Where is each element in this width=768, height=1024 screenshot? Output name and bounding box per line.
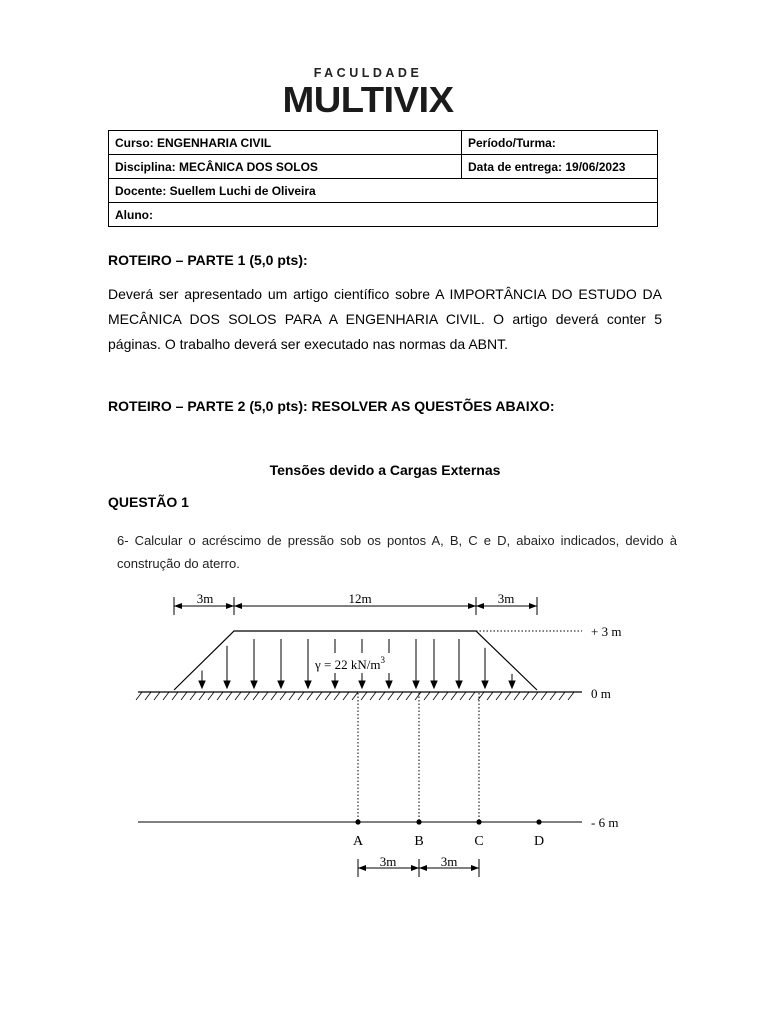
hatch-stroke: [298, 692, 304, 700]
hatch-stroke: [262, 692, 268, 700]
hatch-stroke: [370, 692, 376, 700]
hatch-stroke: [208, 692, 214, 700]
hatch-stroke: [172, 692, 178, 700]
section-title: Tensões devido a Cargas Externas: [269, 462, 501, 478]
dim-left-label: 3m: [196, 591, 214, 606]
load-arrow-head: [413, 681, 419, 688]
hatch-stroke: [154, 692, 160, 700]
hatch-stroke: [181, 692, 187, 700]
hatch-stroke: [532, 692, 538, 700]
hatch-stroke: [190, 692, 196, 700]
header-table: [108, 130, 658, 227]
hatch-stroke: [244, 692, 250, 700]
hatch-stroke: [550, 692, 556, 700]
hatch-stroke: [496, 692, 502, 700]
level-bottom-label: - 6 m: [591, 815, 619, 830]
load-arrow-head: [224, 681, 230, 688]
hatch-stroke: [361, 692, 367, 700]
hatch-stroke: [523, 692, 529, 700]
level-top-label: + 3 m: [591, 624, 622, 639]
spacing-ab-label: 3m: [379, 854, 397, 869]
hatch-stroke: [145, 692, 151, 700]
logo-top-text: FACULDADE: [313, 66, 423, 80]
load-arrow-head: [509, 681, 515, 688]
hatch-stroke: [568, 692, 574, 700]
questao-text: 6- Calcular o acréscimo de pressão sob os pontos A, B, C e D, abaixo indicados, devido à construção do aterro.: [117, 533, 677, 571]
projection-lines: [358, 693, 479, 821]
hatch-stroke: [424, 692, 430, 700]
logo-main-text: MULTIVIX: [282, 79, 454, 120]
data-entrega-cell: Data de entrega: 19/06/2023: [462, 155, 658, 179]
load-arrow-head: [359, 681, 365, 688]
faculdade-multivix-logo: [260, 66, 476, 120]
hatch-stroke: [469, 692, 475, 700]
load-arrow-head: [456, 681, 462, 688]
point-d-label: D: [533, 834, 545, 849]
questao-label: QUESTÃO 1: [108, 494, 189, 510]
embankment-figure: [130, 585, 650, 885]
ground-hatching: [136, 692, 574, 700]
hatch-stroke: [289, 692, 295, 700]
hatch-stroke: [505, 692, 511, 700]
curso-cell: Curso: ENGENHARIA CIVIL: [109, 131, 462, 155]
hatch-stroke: [271, 692, 277, 700]
load-arrow-head: [251, 681, 257, 688]
point-a-label: A: [352, 834, 364, 849]
hatch-stroke: [514, 692, 520, 700]
hatch-stroke: [226, 692, 232, 700]
docente-cell: Docente: Suellem Luchi de Oliveira: [109, 179, 658, 203]
load-arrow-head: [431, 681, 437, 688]
load-arrow-head: [386, 681, 392, 688]
hatch-stroke: [559, 692, 565, 700]
periodo-cell: Período/Turma:: [462, 131, 658, 155]
hatch-stroke: [388, 692, 394, 700]
hatch-stroke: [352, 692, 358, 700]
load-arrow-head: [482, 681, 488, 688]
hatch-stroke: [433, 692, 439, 700]
hatch-stroke: [487, 692, 493, 700]
hatch-stroke: [316, 692, 322, 700]
load-arrow-head: [332, 681, 338, 688]
disciplina-cell: Disciplina: MECÂNICA DOS SOLOS: [109, 155, 462, 179]
hatch-stroke: [307, 692, 313, 700]
load-arrow-head: [305, 681, 311, 688]
hatch-stroke: [460, 692, 466, 700]
point-c-label: C: [474, 834, 484, 849]
parte1-text: Deverá ser apresentado um artigo científico sobre A IMPORTÂNCIA DO ESTUDO DA MECÂNICA DOS SOLOS PARA A ENGENHARIA CIVIL. O artigo deverá conter 5 páginas. O trabalho deverá ser executado nas normas da ABNT.: [108, 286, 662, 352]
hatch-stroke: [334, 692, 340, 700]
hatch-stroke: [136, 692, 142, 700]
dim-right-label: 3m: [497, 591, 515, 606]
hatch-stroke: [379, 692, 385, 700]
hatch-stroke: [217, 692, 223, 700]
hatch-stroke: [541, 692, 547, 700]
parte2-title: ROTEIRO – PARTE 2 (5,0 pts): RESOLVER AS QUESTÕES ABAIXO:: [108, 398, 555, 414]
hatch-stroke: [325, 692, 331, 700]
parte1-title: ROTEIRO – PARTE 1 (5,0 pts):: [108, 252, 308, 268]
hatch-stroke: [280, 692, 286, 700]
load-arrow-head: [278, 681, 284, 688]
point-b-label: B: [414, 834, 424, 849]
aluno-cell: Aluno:: [109, 203, 658, 227]
hatch-stroke: [415, 692, 421, 700]
hatch-stroke: [253, 692, 259, 700]
level-ground-label: 0 m: [591, 686, 611, 701]
hatch-stroke: [442, 692, 448, 700]
unit-weight-label: γ = 22 $kN/m^3$: [315, 655, 385, 672]
hatch-stroke: [199, 692, 205, 700]
dim-center-label: 12m: [348, 591, 372, 606]
spacing-bc-label: 3m: [440, 854, 458, 869]
hatch-stroke: [397, 692, 403, 700]
hatch-stroke: [343, 692, 349, 700]
load-arrow-head: [199, 681, 205, 688]
hatch-stroke: [406, 692, 412, 700]
hatch-stroke: [163, 692, 169, 700]
hatch-stroke: [235, 692, 241, 700]
hatch-stroke: [451, 692, 457, 700]
